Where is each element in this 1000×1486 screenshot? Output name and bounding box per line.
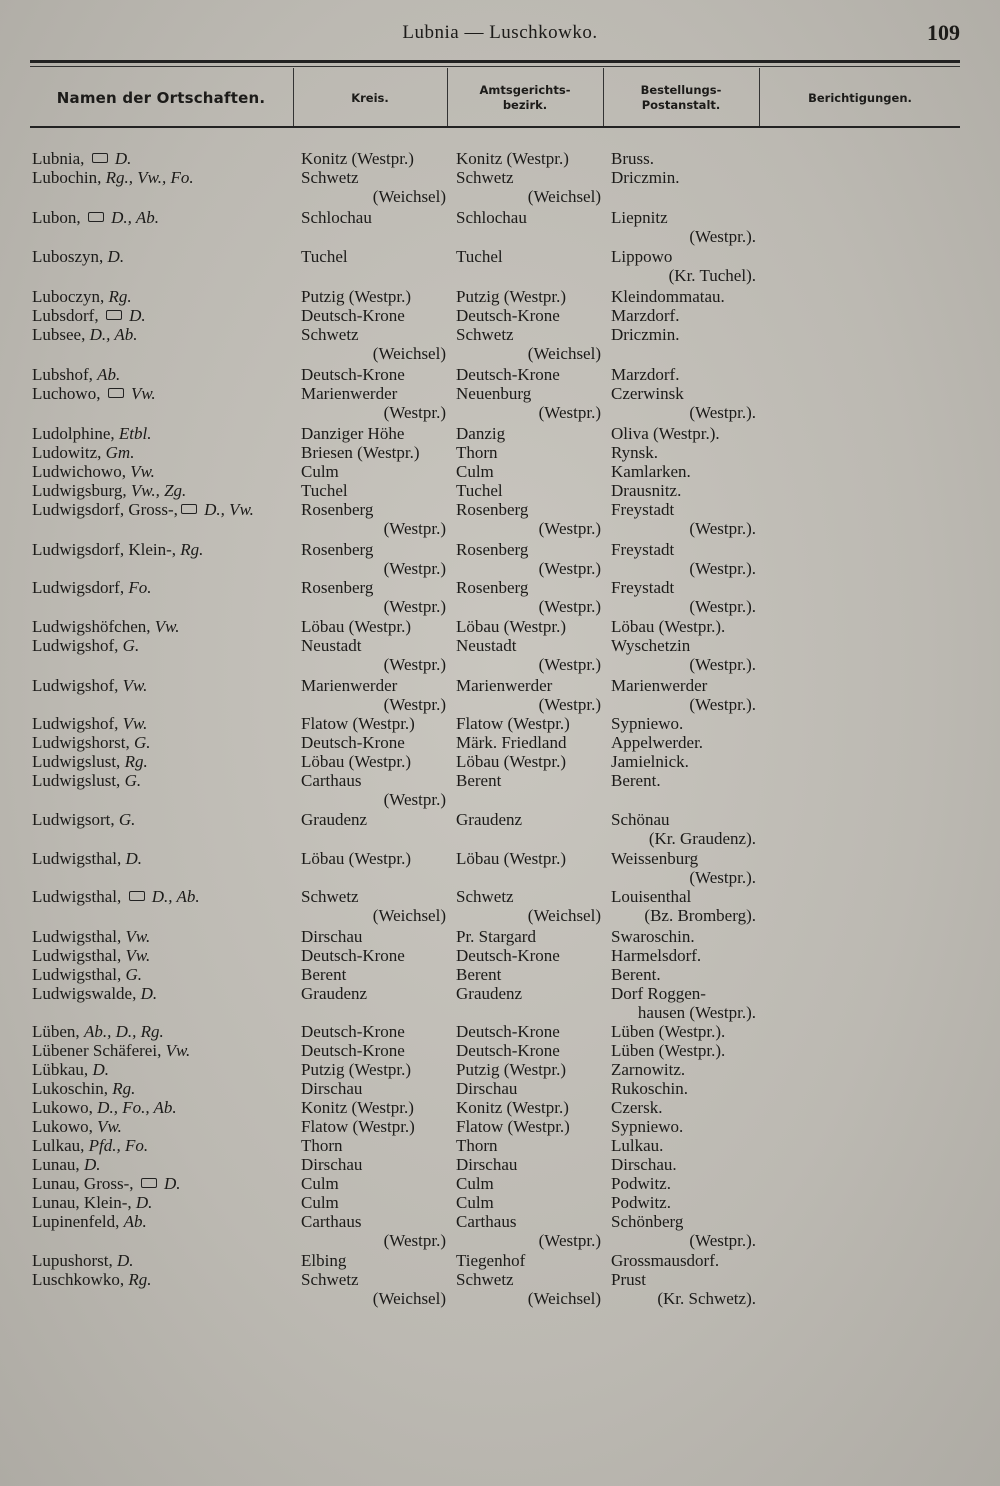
- place-name: Ludwigsort, G.: [32, 810, 136, 829]
- amtsgericht-cell: Carthaus: [456, 1212, 517, 1231]
- amtsgericht-cell: (Westpr.): [538, 519, 601, 538]
- kreis-cell: Flatow (Westpr.): [301, 714, 415, 733]
- header-amtsgerichtsbezirk: Amtsgerichts- bezirk.: [479, 83, 571, 112]
- place-name: Lupushorst, D.: [32, 1251, 134, 1270]
- postanstalt-cell: Löbau (Westpr.).: [611, 617, 726, 636]
- place-name: Lubochin, Rg., Vw., Fo.: [32, 168, 194, 187]
- kreis-cell: Löbau (Westpr.): [301, 849, 412, 868]
- postanstalt-cell: Drausnitz.: [611, 481, 682, 500]
- postanstalt-cell: (Kr. Tuchel).: [668, 266, 756, 285]
- kreis-cell: (Weichsel): [372, 344, 446, 363]
- kreis-cell: Carthaus: [301, 771, 362, 790]
- kreis-cell: Danziger Höhe: [301, 424, 405, 443]
- postal-mark-icon: [106, 310, 122, 320]
- amtsgericht-cell: (Westpr.): [538, 403, 601, 422]
- kreis-cell: (Westpr.): [383, 695, 446, 714]
- postanstalt-cell: Lulkau.: [611, 1136, 664, 1155]
- amtsgericht-cell: (Westpr.): [538, 695, 601, 714]
- place-name: Lulkau, Pfd., Fo.: [32, 1136, 149, 1155]
- postanstalt-cell: Rynsk.: [611, 443, 659, 462]
- postal-mark-icon: [181, 504, 197, 514]
- postanstalt-cell: (Westpr.).: [689, 597, 756, 616]
- amtsgericht-cell: Rosenberg: [456, 578, 529, 597]
- kreis-cell: (Westpr.): [383, 559, 446, 578]
- kreis-cell: Flatow (Westpr.): [301, 1117, 415, 1136]
- postal-mark-icon: [92, 153, 108, 163]
- postanstalt-cell: Schönberg: [611, 1212, 684, 1231]
- amtsgericht-cell: Rosenberg: [456, 540, 529, 559]
- amtsgericht-cell: Schwetz: [456, 1270, 514, 1289]
- postanstalt-cell: Freystadt: [611, 540, 675, 559]
- postanstalt-cell: Harmelsdorf.: [611, 946, 702, 965]
- postanstalt-cell: hausen (Westpr.).: [637, 1003, 756, 1022]
- kreis-cell: Deutsch-Krone: [301, 1022, 405, 1041]
- postanstalt-cell: Czerwinsk: [611, 384, 684, 403]
- place-name: Luschkowko, Rg.: [32, 1270, 152, 1289]
- place-name: Lunau, D.: [32, 1155, 101, 1174]
- amtsgericht-cell: Tuchel: [456, 481, 503, 500]
- place-name: Ludwigshof, G.: [32, 636, 140, 655]
- amtsgericht-cell: Deutsch-Krone: [456, 365, 560, 384]
- amtsgericht-cell: (Westpr.): [538, 655, 601, 674]
- amtsgericht-cell: Graudenz: [456, 810, 523, 829]
- amtsgericht-cell: Pr. Stargard: [456, 927, 536, 946]
- postanstalt-cell: Weissenburg: [611, 849, 699, 868]
- postanstalt-cell: Wyschetzin: [611, 636, 691, 655]
- postanstalt-cell: Marzdorf.: [611, 306, 680, 325]
- amtsgericht-cell: Löbau (Westpr.): [456, 617, 567, 636]
- kreis-cell: Schwetz: [301, 325, 359, 344]
- place-name: Lunau, Gross-, D.: [32, 1174, 181, 1193]
- kreis-cell: Graudenz: [301, 984, 368, 1003]
- amtsgericht-cell: Schwetz: [456, 887, 514, 906]
- postanstalt-cell: Lippowo: [611, 247, 673, 266]
- kreis-cell: Dirschau: [301, 1079, 363, 1098]
- postanstalt-cell: Oliva (Westpr.).: [611, 424, 720, 443]
- place-name: Lukowo, D., Fo., Ab.: [32, 1098, 177, 1117]
- kreis-cell: Rosenberg: [301, 540, 374, 559]
- place-name: Ludwigsthal, G.: [32, 965, 143, 984]
- kreis-cell: Rosenberg: [301, 500, 374, 519]
- place-name: Lubon, D., Ab.: [32, 208, 159, 227]
- place-name: Lukoschin, Rg.: [32, 1079, 136, 1098]
- place-name: Lupinenfeld, Ab.: [32, 1212, 147, 1231]
- place-name: Lubsee, D., Ab.: [32, 325, 138, 344]
- amtsgericht-cell: Thorn: [456, 443, 498, 462]
- place-name: Luboszyn, D.: [32, 247, 125, 266]
- postanstalt-cell: Kleindommatau.: [611, 287, 725, 306]
- place-name: Lüben, Ab., D., Rg.: [32, 1022, 164, 1041]
- postanstalt-cell: Berent.: [611, 965, 661, 984]
- postanstalt-cell: Zarnowitz.: [611, 1060, 686, 1079]
- postanstalt-cell: Driczmin.: [611, 168, 680, 187]
- postanstalt-cell: Dirschau.: [611, 1155, 677, 1174]
- page-number: 109: [927, 20, 960, 45]
- amtsgericht-cell: (Westpr.): [538, 1231, 601, 1250]
- postanstalt-cell: Berent.: [611, 771, 661, 790]
- postanstalt-cell: Sypniewo.: [611, 1117, 684, 1136]
- amtsgericht-cell: Flatow (Westpr.): [456, 714, 570, 733]
- amtsgericht-cell: Culm: [456, 1193, 494, 1212]
- postanstalt-cell: Marzdorf.: [611, 365, 680, 384]
- postanstalt-cell: (Bz. Bromberg).: [644, 906, 756, 925]
- place-name: Ludowitz, Gm.: [32, 443, 135, 462]
- kreis-cell: Culm: [301, 1193, 339, 1212]
- amtsgericht-cell: (Weichsel): [527, 1289, 601, 1308]
- amtsgericht-cell: (Weichsel): [527, 906, 601, 925]
- amtsgericht-cell: Schlochau: [456, 208, 527, 227]
- kreis-cell: Culm: [301, 1174, 339, 1193]
- amtsgericht-cell: Deutsch-Krone: [456, 306, 560, 325]
- kreis-cell: Schlochau: [301, 208, 372, 227]
- amtsgericht-cell: Dirschau: [456, 1155, 518, 1174]
- postal-mark-icon: [108, 388, 124, 398]
- place-name: Lübener Schäferei, Vw.: [32, 1041, 191, 1060]
- amtsgericht-cell: Löbau (Westpr.): [456, 849, 567, 868]
- postanstalt-cell: Louisenthal: [611, 887, 692, 906]
- postal-mark-icon: [141, 1178, 157, 1188]
- amtsgericht-cell: Deutsch-Krone: [456, 946, 560, 965]
- kreis-cell: Löbau (Westpr.): [301, 752, 412, 771]
- kreis-cell: (Westpr.): [383, 597, 446, 616]
- amtsgericht-cell: Flatow (Westpr.): [456, 1117, 570, 1136]
- postanstalt-cell: (Westpr.).: [689, 868, 756, 887]
- place-name: Luchowo, Vw.: [32, 384, 156, 403]
- postanstalt-cell: (Westpr.).: [689, 1231, 756, 1250]
- amtsgericht-cell: Löbau (Westpr.): [456, 752, 567, 771]
- postanstalt-cell: Lüben (Westpr.).: [611, 1041, 726, 1060]
- place-name: Luboczyn, Rg.: [32, 287, 132, 306]
- kreis-cell: Marienwerder: [301, 384, 398, 403]
- kreis-cell: Rosenberg: [301, 578, 374, 597]
- kreis-cell: (Westpr.): [383, 519, 446, 538]
- postanstalt-cell: Bruss.: [611, 149, 654, 168]
- place-name: Ludwigsdorf, Fo.: [32, 578, 152, 597]
- amtsgericht-cell: Konitz (Westpr.): [456, 1098, 569, 1117]
- postanstalt-cell: Grossmausdorf.: [611, 1251, 720, 1270]
- kreis-cell: Löbau (Westpr.): [301, 617, 412, 636]
- place-name: Ludwigslust, Rg.: [32, 752, 148, 771]
- postanstalt-cell: Liepnitz: [611, 208, 668, 227]
- postanstalt-cell: (Westpr.).: [689, 227, 756, 246]
- kreis-cell: Putzig (Westpr.): [301, 287, 412, 306]
- amtsgericht-cell: (Westpr.): [538, 559, 601, 578]
- kreis-cell: Schwetz: [301, 168, 359, 187]
- kreis-cell: Konitz (Westpr.): [301, 149, 414, 168]
- amtsgericht-cell: Konitz (Westpr.): [456, 149, 569, 168]
- amtsgericht-cell: Culm: [456, 1174, 494, 1193]
- postanstalt-cell: (Westpr.).: [689, 403, 756, 422]
- kreis-cell: Graudenz: [301, 810, 368, 829]
- amtsgericht-cell: Putzig (Westpr.): [456, 1060, 567, 1079]
- kreis-cell: Konitz (Westpr.): [301, 1098, 414, 1117]
- amtsgericht-cell: Graudenz: [456, 984, 523, 1003]
- kreis-cell: Deutsch-Krone: [301, 1041, 405, 1060]
- place-name: Ludwigsthal, Vw.: [32, 946, 151, 965]
- postanstalt-cell: Sypniewo.: [611, 714, 684, 733]
- amtsgericht-cell: Tiegenhof: [456, 1251, 526, 1270]
- postanstalt-cell: Freystadt: [611, 578, 675, 597]
- header-postanstalt: Bestellungs- Postanstalt.: [640, 83, 722, 112]
- postal-mark-icon: [129, 891, 145, 901]
- kreis-cell: (Weichsel): [372, 187, 446, 206]
- kreis-cell: (Weichsel): [372, 1289, 446, 1308]
- postanstalt-cell: Czersk.: [611, 1098, 663, 1117]
- kreis-cell: Berent: [301, 965, 347, 984]
- place-name: Ludwigslust, G.: [32, 771, 142, 790]
- kreis-cell: Dirschau: [301, 1155, 363, 1174]
- place-name: Lunau, Klein-, D.: [32, 1193, 153, 1212]
- kreis-cell: Tuchel: [301, 247, 348, 266]
- amtsgericht-cell: Berent: [456, 965, 502, 984]
- amtsgericht-cell: Thorn: [456, 1136, 498, 1155]
- postanstalt-cell: Lüben (Westpr.).: [611, 1022, 726, 1041]
- kreis-cell: (Weichsel): [372, 906, 446, 925]
- kreis-cell: Deutsch-Krone: [301, 733, 405, 752]
- amtsgericht-cell: Berent: [456, 771, 502, 790]
- postanstalt-cell: Podwitz.: [611, 1193, 671, 1212]
- kreis-cell: Schwetz: [301, 887, 359, 906]
- running-title: Lubnia — Luschkowko.: [402, 22, 598, 43]
- place-name: Ludwigshorst, G.: [32, 733, 151, 752]
- postanstalt-cell: Appelwerder.: [611, 733, 704, 752]
- postanstalt-cell: Schönau: [611, 810, 670, 829]
- amtsgericht-cell: Neuenburg: [456, 384, 532, 403]
- postanstalt-cell: Kamlarken.: [611, 462, 691, 481]
- header-berichtigungen: Berichtigungen.: [808, 90, 912, 105]
- amtsgericht-cell: Neustadt: [456, 636, 517, 655]
- kreis-cell: Elbing: [301, 1251, 347, 1270]
- place-name: Ludwigsburg, Vw., Zg.: [32, 481, 187, 500]
- amtsgericht-cell: Tuchel: [456, 247, 503, 266]
- place-name: Ludwigshöfchen, Vw.: [32, 617, 180, 636]
- amtsgericht-cell: Deutsch-Krone: [456, 1041, 560, 1060]
- place-name: Ludwichowo, Vw.: [32, 462, 155, 481]
- header-kreis: Kreis.: [351, 90, 389, 105]
- kreis-cell: Deutsch-Krone: [301, 306, 405, 325]
- kreis-cell: Tuchel: [301, 481, 348, 500]
- place-name: Ludwigsdorf, Klein-, Rg.: [32, 540, 204, 559]
- kreis-cell: Briesen (Westpr.): [301, 443, 420, 462]
- kreis-cell: (Westpr.): [383, 790, 446, 809]
- place-name: Ludwigsthal, Vw.: [32, 927, 151, 946]
- postanstalt-cell: Swaroschin.: [611, 927, 695, 946]
- place-name: Lubsdorf, D.: [32, 306, 146, 325]
- postanstalt-cell: Dorf Roggen-: [611, 984, 706, 1003]
- amtsgericht-cell: Schwetz: [456, 168, 514, 187]
- amtsgericht-cell: (Weichsel): [527, 344, 601, 363]
- place-name: Ludwigsdorf, Gross-, D., Vw.: [32, 500, 254, 519]
- kreis-cell: Culm: [301, 462, 339, 481]
- postanstalt-cell: (Westpr.).: [689, 655, 756, 674]
- kreis-cell: Putzig (Westpr.): [301, 1060, 412, 1079]
- postanstalt-cell: Freystadt: [611, 500, 675, 519]
- amtsgericht-cell: Rosenberg: [456, 500, 529, 519]
- place-name: Lukowo, Vw.: [32, 1117, 122, 1136]
- kreis-cell: Deutsch-Krone: [301, 946, 405, 965]
- postanstalt-cell: Driczmin.: [611, 325, 680, 344]
- place-name: Ludwigshof, Vw.: [32, 714, 148, 733]
- kreis-cell: Thorn: [301, 1136, 343, 1155]
- kreis-cell: Carthaus: [301, 1212, 362, 1231]
- postanstalt-cell: Podwitz.: [611, 1174, 671, 1193]
- amtsgericht-cell: (Westpr.): [538, 597, 601, 616]
- postanstalt-cell: Rukoschin.: [611, 1079, 688, 1098]
- amtsgericht-cell: Dirschau: [456, 1079, 518, 1098]
- kreis-cell: Neustadt: [301, 636, 362, 655]
- postanstalt-cell: (Kr. Graudenz).: [648, 829, 756, 848]
- amtsgericht-cell: Danzig: [456, 424, 506, 443]
- postanstalt-cell: Jamielnick.: [611, 752, 689, 771]
- postanstalt-cell: (Westpr.).: [689, 559, 756, 578]
- place-name: Ludwigsthal, D., Ab.: [32, 887, 200, 906]
- amtsgericht-cell: Märk. Friedland: [456, 733, 567, 752]
- postanstalt-cell: Marienwerder: [611, 676, 708, 695]
- postal-mark-icon: [88, 212, 104, 222]
- place-name: Ludwigswalde, D.: [32, 984, 158, 1003]
- kreis-cell: (Westpr.): [383, 655, 446, 674]
- kreis-cell: (Westpr.): [383, 1231, 446, 1250]
- place-name: Lubshof, Ab.: [32, 365, 121, 384]
- kreis-cell: Marienwerder: [301, 676, 398, 695]
- amtsgericht-cell: Schwetz: [456, 325, 514, 344]
- amtsgericht-cell: Marienwerder: [456, 676, 553, 695]
- kreis-cell: Deutsch-Krone: [301, 365, 405, 384]
- kreis-cell: (Westpr.): [383, 403, 446, 422]
- amtsgericht-cell: Putzig (Westpr.): [456, 287, 567, 306]
- postanstalt-cell: Prust: [611, 1270, 646, 1289]
- kreis-cell: Schwetz: [301, 1270, 359, 1289]
- place-name: Ludwigsthal, D.: [32, 849, 143, 868]
- amtsgericht-cell: Deutsch-Krone: [456, 1022, 560, 1041]
- amtsgericht-cell: (Weichsel): [527, 187, 601, 206]
- postanstalt-cell: (Kr. Schwetz).: [657, 1289, 756, 1308]
- kreis-cell: Dirschau: [301, 927, 363, 946]
- place-name: Lubnia, D.: [32, 149, 132, 168]
- place-name: Ludwigshof, Vw.: [32, 676, 148, 695]
- postanstalt-cell: (Westpr.).: [689, 695, 756, 714]
- place-name: Lübkau, D.: [32, 1060, 109, 1079]
- postanstalt-cell: (Westpr.).: [689, 519, 756, 538]
- amtsgericht-cell: Culm: [456, 462, 494, 481]
- place-name: Ludolphine, Etbl.: [32, 424, 152, 443]
- header-names: Namen der Ortschaften.: [56, 88, 266, 107]
